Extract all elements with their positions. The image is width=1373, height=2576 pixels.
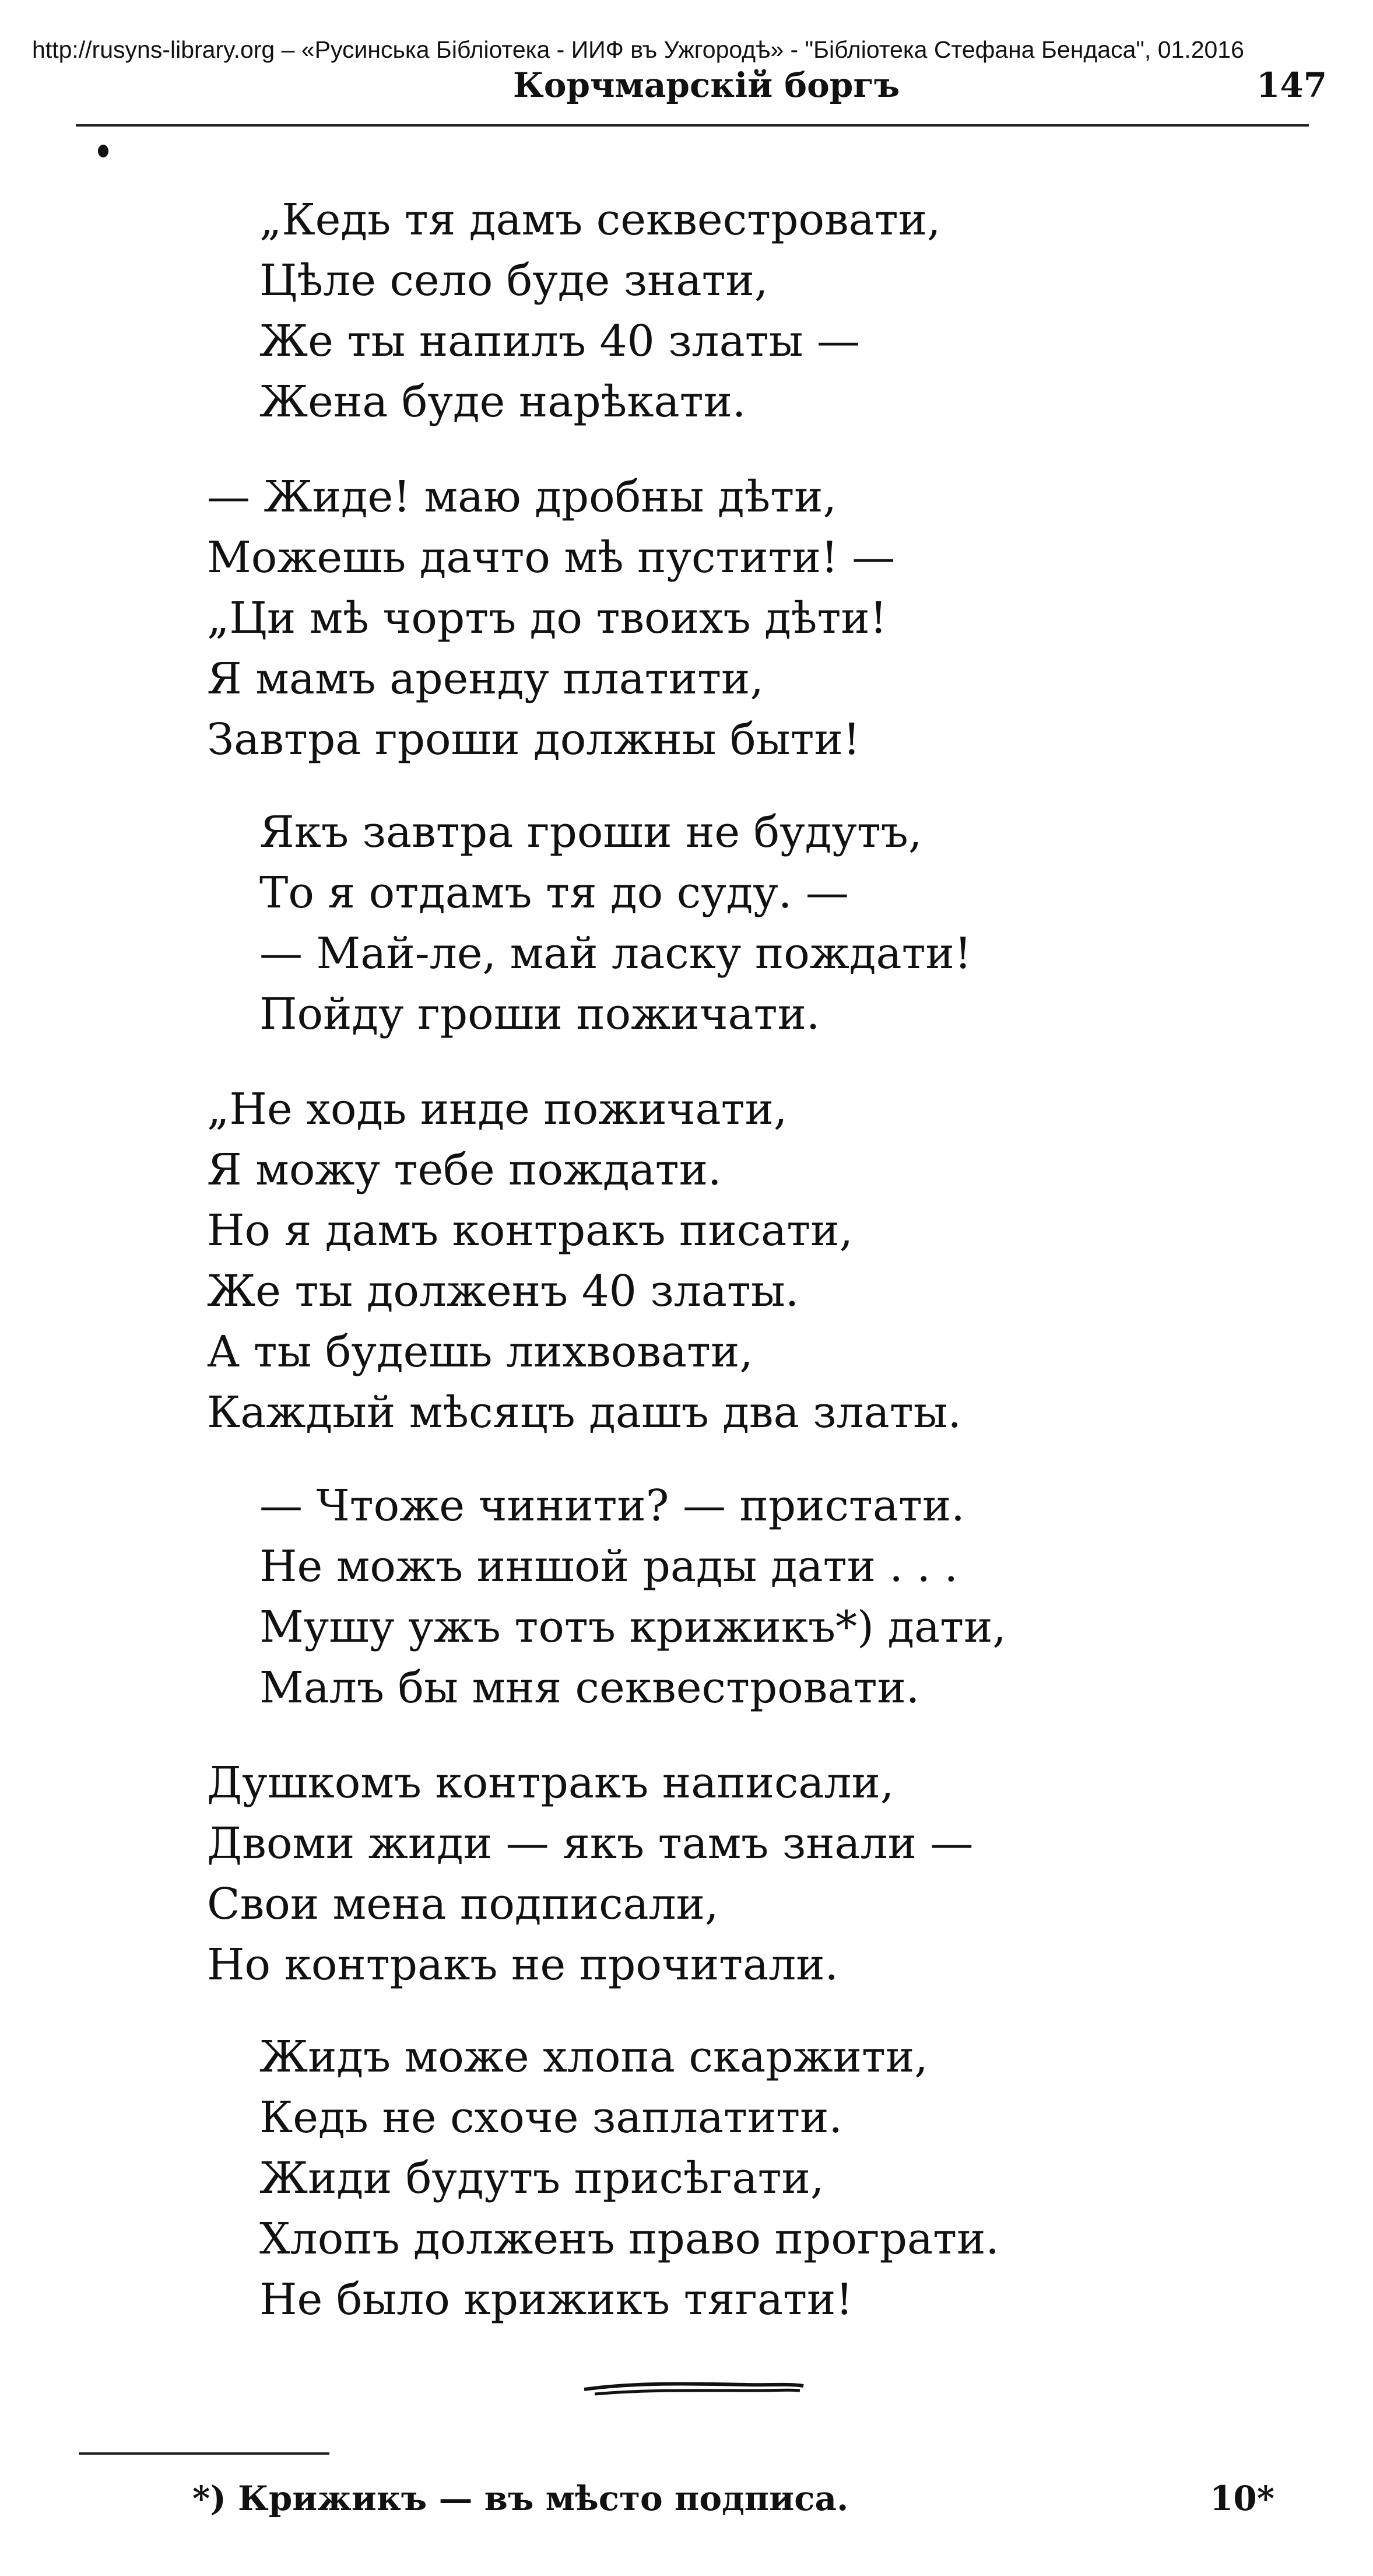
stanza-3 (259, 802, 972, 1045)
verse-line: Я мамъ аренду платити, (207, 654, 764, 704)
verse-line: Душкомъ контракъ написали, (207, 1758, 894, 1808)
verse-line: Пойду гроши пожичати. (259, 989, 820, 1039)
verse-line: Мушу ужъ тотъ крижикъ*) дати, (259, 1602, 1006, 1652)
verse-line: Жена буде нарѣкати. (259, 377, 746, 427)
stanza-1 (259, 190, 941, 432)
verse-line: Я можу тебе пождати. (207, 1145, 722, 1195)
verse-line: — Май-ле, май ласку пождати! (259, 928, 972, 979)
signature-mark: 10* (1210, 2479, 1275, 2518)
verse-line: — Чтоже чинити? — пристати. (259, 1481, 965, 1531)
verse-line: Не можъ иншой рады дати . . . (259, 1541, 958, 1592)
footnote: *) Крижикъ — въ мѣсто подписа. (192, 2479, 849, 2518)
verse-line: Свои мена подписали, (207, 1879, 719, 1929)
verse-line: Жиди будутъ присѣгати, (259, 2153, 824, 2203)
verse-line: Хлопъ долженъ право програти. (259, 2214, 999, 2264)
page-number: 147 (1256, 65, 1328, 105)
source-line: http://rusyns-library.org – «Русинська Бібліотека - ИИФ въ Ужгородѣ» - "Бібліотека Стефана Бендаса", 01.2016 (32, 36, 1244, 63)
stanza-5 (259, 1475, 1006, 1718)
stanza-4 (207, 1079, 961, 1443)
verse-line: Кедь не схоче заплатити. (259, 2093, 843, 2143)
stanza-6 (207, 1753, 974, 1995)
verse-line: „Не ходь инде пожичати, (207, 1084, 788, 1134)
verse-line: Не было крижикъ тягати! (259, 2274, 854, 2325)
verse-line: Якъ завтра гроши не будутъ, (259, 807, 922, 857)
end-ornament (583, 2377, 805, 2400)
verse-line: Можешь дачто мѣ пустити! — (207, 532, 896, 583)
ink-dot (98, 145, 108, 157)
verse-line: То я отдамъ тя до суду. — (259, 868, 849, 918)
verse-line: Но я дамъ контракъ писати, (207, 1205, 854, 1256)
verse-line: Двоми жиди — якъ тамъ знали — (207, 1818, 974, 1869)
stanza-2 (207, 467, 895, 770)
running-head: Корчмарскій боргъ (513, 65, 900, 105)
footnote-rule (79, 2452, 329, 2455)
verse-line: Же ты напилъ 40 златы — (259, 316, 861, 366)
verse-line: — Жиде! маю дробны дѣти, (207, 472, 837, 522)
verse-line: „Ци мѣ чортъ до твоихъ дѣти! (207, 593, 887, 643)
verse-line: Завтра гроши должны быти! (207, 714, 861, 765)
verse-line: Но контракъ не прочитали. (207, 1940, 839, 1990)
verse-line: Цѣле село буде знати, (259, 255, 768, 306)
verse-line: А ты будешь лихвовати, (207, 1327, 753, 1377)
verse-line: Жидъ може хлопа скаржити, (259, 2032, 928, 2082)
verse-line: Же ты долженъ 40 златы. (207, 1266, 799, 1316)
header-rule (76, 124, 1309, 127)
stanza-7 (259, 2027, 999, 2330)
verse-line: „Кедь тя дамъ секвестровати, (259, 195, 941, 245)
verse-line: Каждый мѣсяцъ дашъ два златы. (207, 1387, 962, 1438)
verse-line: Малъ бы мня секвестровати. (259, 1663, 920, 1713)
